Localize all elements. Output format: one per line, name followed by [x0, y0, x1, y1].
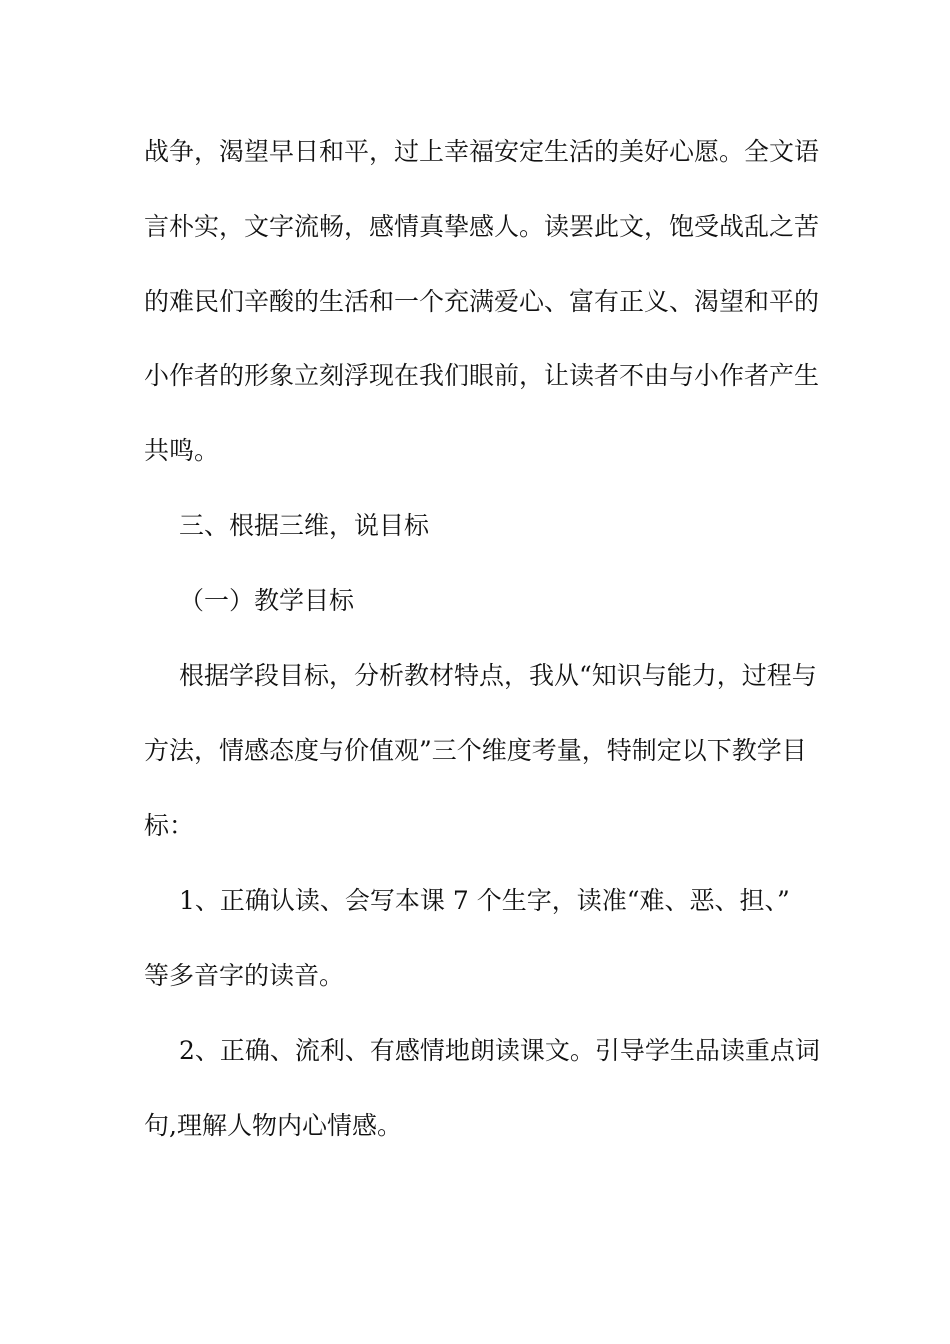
- subsection-heading: （一）教学目标: [179, 586, 355, 615]
- paragraph-line: 根据学段目标，分析教材特点，我从“知识与能力，过程与: [179, 661, 817, 690]
- paragraph-line: 的难民们辛酸的生活和一个充满爱心、富有正义、渴望和平的: [144, 287, 820, 316]
- paragraph-line: 共鸣。: [144, 436, 220, 465]
- paragraph-line: 方法，情感态度与价值观”三个维度考量，特制定以下教学目: [144, 736, 807, 765]
- paragraph-line: 句,理解人物内心情感。: [144, 1111, 402, 1140]
- list-item: 2、正确、流利、有感情地朗读课文。引导学生品读重点词: [179, 1036, 820, 1065]
- paragraph-line: 小作者的形象立刻浮现在我们眼前，让读者不由与小作者产生: [144, 361, 820, 390]
- paragraph-line: 言朴实，文字流畅，感情真挚感人。读罢此文，饱受战乱之苦: [144, 212, 820, 241]
- paragraph-line: 标：: [144, 811, 195, 840]
- list-item: 1、正确认读、会写本课 7 个生字，读准“难、恶、担、”: [179, 886, 790, 915]
- section-heading: 三、根据三维，说目标: [179, 511, 430, 540]
- paragraph-line: 等多音字的读音。: [144, 961, 345, 990]
- paragraph-line: 战争，渴望早日和平，过上幸福安定生活的美好心愿。全文语: [144, 137, 820, 166]
